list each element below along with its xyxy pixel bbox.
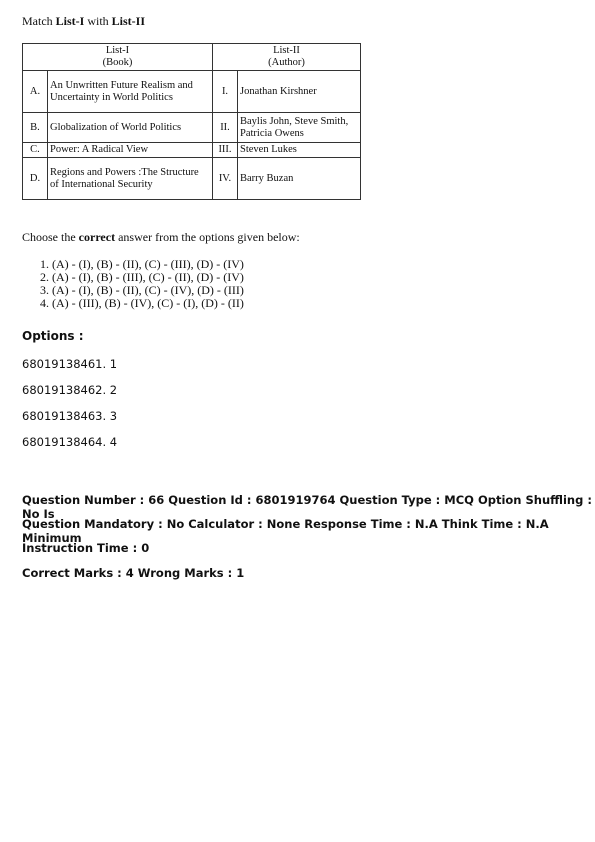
question-meta-line-2: Question Mandatory : No Calculator : None Response Time : N.A Think Time : N.A Minimum bbox=[22, 517, 549, 545]
table-row bbox=[23, 113, 361, 143]
heading-list1: List-I bbox=[55, 14, 85, 28]
options-label: Options : bbox=[22, 329, 84, 343]
question-meta-line-3: Instruction Time : 0 bbox=[22, 541, 150, 555]
row-letter: D. bbox=[23, 158, 48, 200]
row-author: Baylis John, Steve Smith, Patricia Owens bbox=[238, 113, 361, 143]
table-header-row bbox=[23, 44, 361, 71]
choose-instruction bbox=[22, 230, 300, 245]
option-id-3: 68019138463. 3 bbox=[22, 409, 118, 423]
row-book: Regions and Powers :The Structure of International Security bbox=[48, 158, 213, 200]
row-letter: C. bbox=[23, 143, 48, 158]
answer-choice-2: 2. (A) - (I), (B) - (III), (C) - (II), (D) - (IV) bbox=[40, 270, 244, 284]
match-table bbox=[22, 43, 361, 200]
row-numeral: III. bbox=[213, 143, 238, 158]
heading-list2: List-II bbox=[111, 14, 146, 28]
row-numeral: IV. bbox=[213, 158, 238, 200]
row-numeral: I. bbox=[213, 71, 238, 113]
row-letter: A. bbox=[23, 71, 48, 113]
answer-choice-3: 3. (A) - (I), (B) - (II), (C) - (IV), (D) - (III) bbox=[40, 283, 244, 297]
table-row bbox=[23, 143, 361, 158]
row-author: Jonathan Kirshner bbox=[238, 71, 361, 113]
heading-mid: with bbox=[84, 14, 112, 28]
list2-header bbox=[213, 44, 361, 71]
option-id-4: 68019138464. 4 bbox=[22, 435, 118, 449]
question-meta-line-1: Question Number : 66 Question Id : 6801919764 Question Type : MCQ Option Shuffling : No Is bbox=[22, 493, 592, 521]
answer-choice-4: 4. (A) - (III), (B) - (IV), (C) - (I), (D) - (II) bbox=[40, 296, 244, 310]
row-numeral: II. bbox=[213, 113, 238, 143]
row-book: Globalization of World Politics bbox=[48, 113, 213, 143]
list2-subtitle: (Author) bbox=[268, 57, 305, 68]
list1-subtitle: (Book) bbox=[102, 57, 133, 68]
question-heading bbox=[22, 14, 145, 29]
option-id-2: 68019138462. 2 bbox=[22, 383, 118, 397]
choose-suffix: answer from the options given below: bbox=[115, 230, 300, 244]
choose-prefix: Choose the bbox=[22, 230, 79, 244]
list2-title: List-II bbox=[273, 45, 300, 56]
table-row bbox=[23, 158, 361, 200]
list1-header bbox=[23, 44, 213, 71]
row-letter: B. bbox=[23, 113, 48, 143]
row-book: Power: A Radical View bbox=[48, 143, 213, 158]
question-meta-line-4: Correct Marks : 4 Wrong Marks : 1 bbox=[22, 566, 245, 580]
row-book: An Unwritten Future Realism and Uncertainty in World Politics bbox=[48, 71, 213, 113]
heading-prefix: Match bbox=[22, 14, 56, 28]
list1-title: List-I bbox=[105, 45, 130, 56]
choose-bold: correct bbox=[78, 230, 116, 244]
table-row bbox=[23, 71, 361, 113]
row-author: Barry Buzan bbox=[238, 158, 361, 200]
row-author: Steven Lukes bbox=[238, 143, 361, 158]
answer-choice-1: 1. (A) - (I), (B) - (II), (C) - (III), (D) - (IV) bbox=[40, 257, 244, 271]
answer-choices bbox=[40, 258, 244, 310]
option-id-1: 68019138461. 1 bbox=[22, 357, 118, 371]
